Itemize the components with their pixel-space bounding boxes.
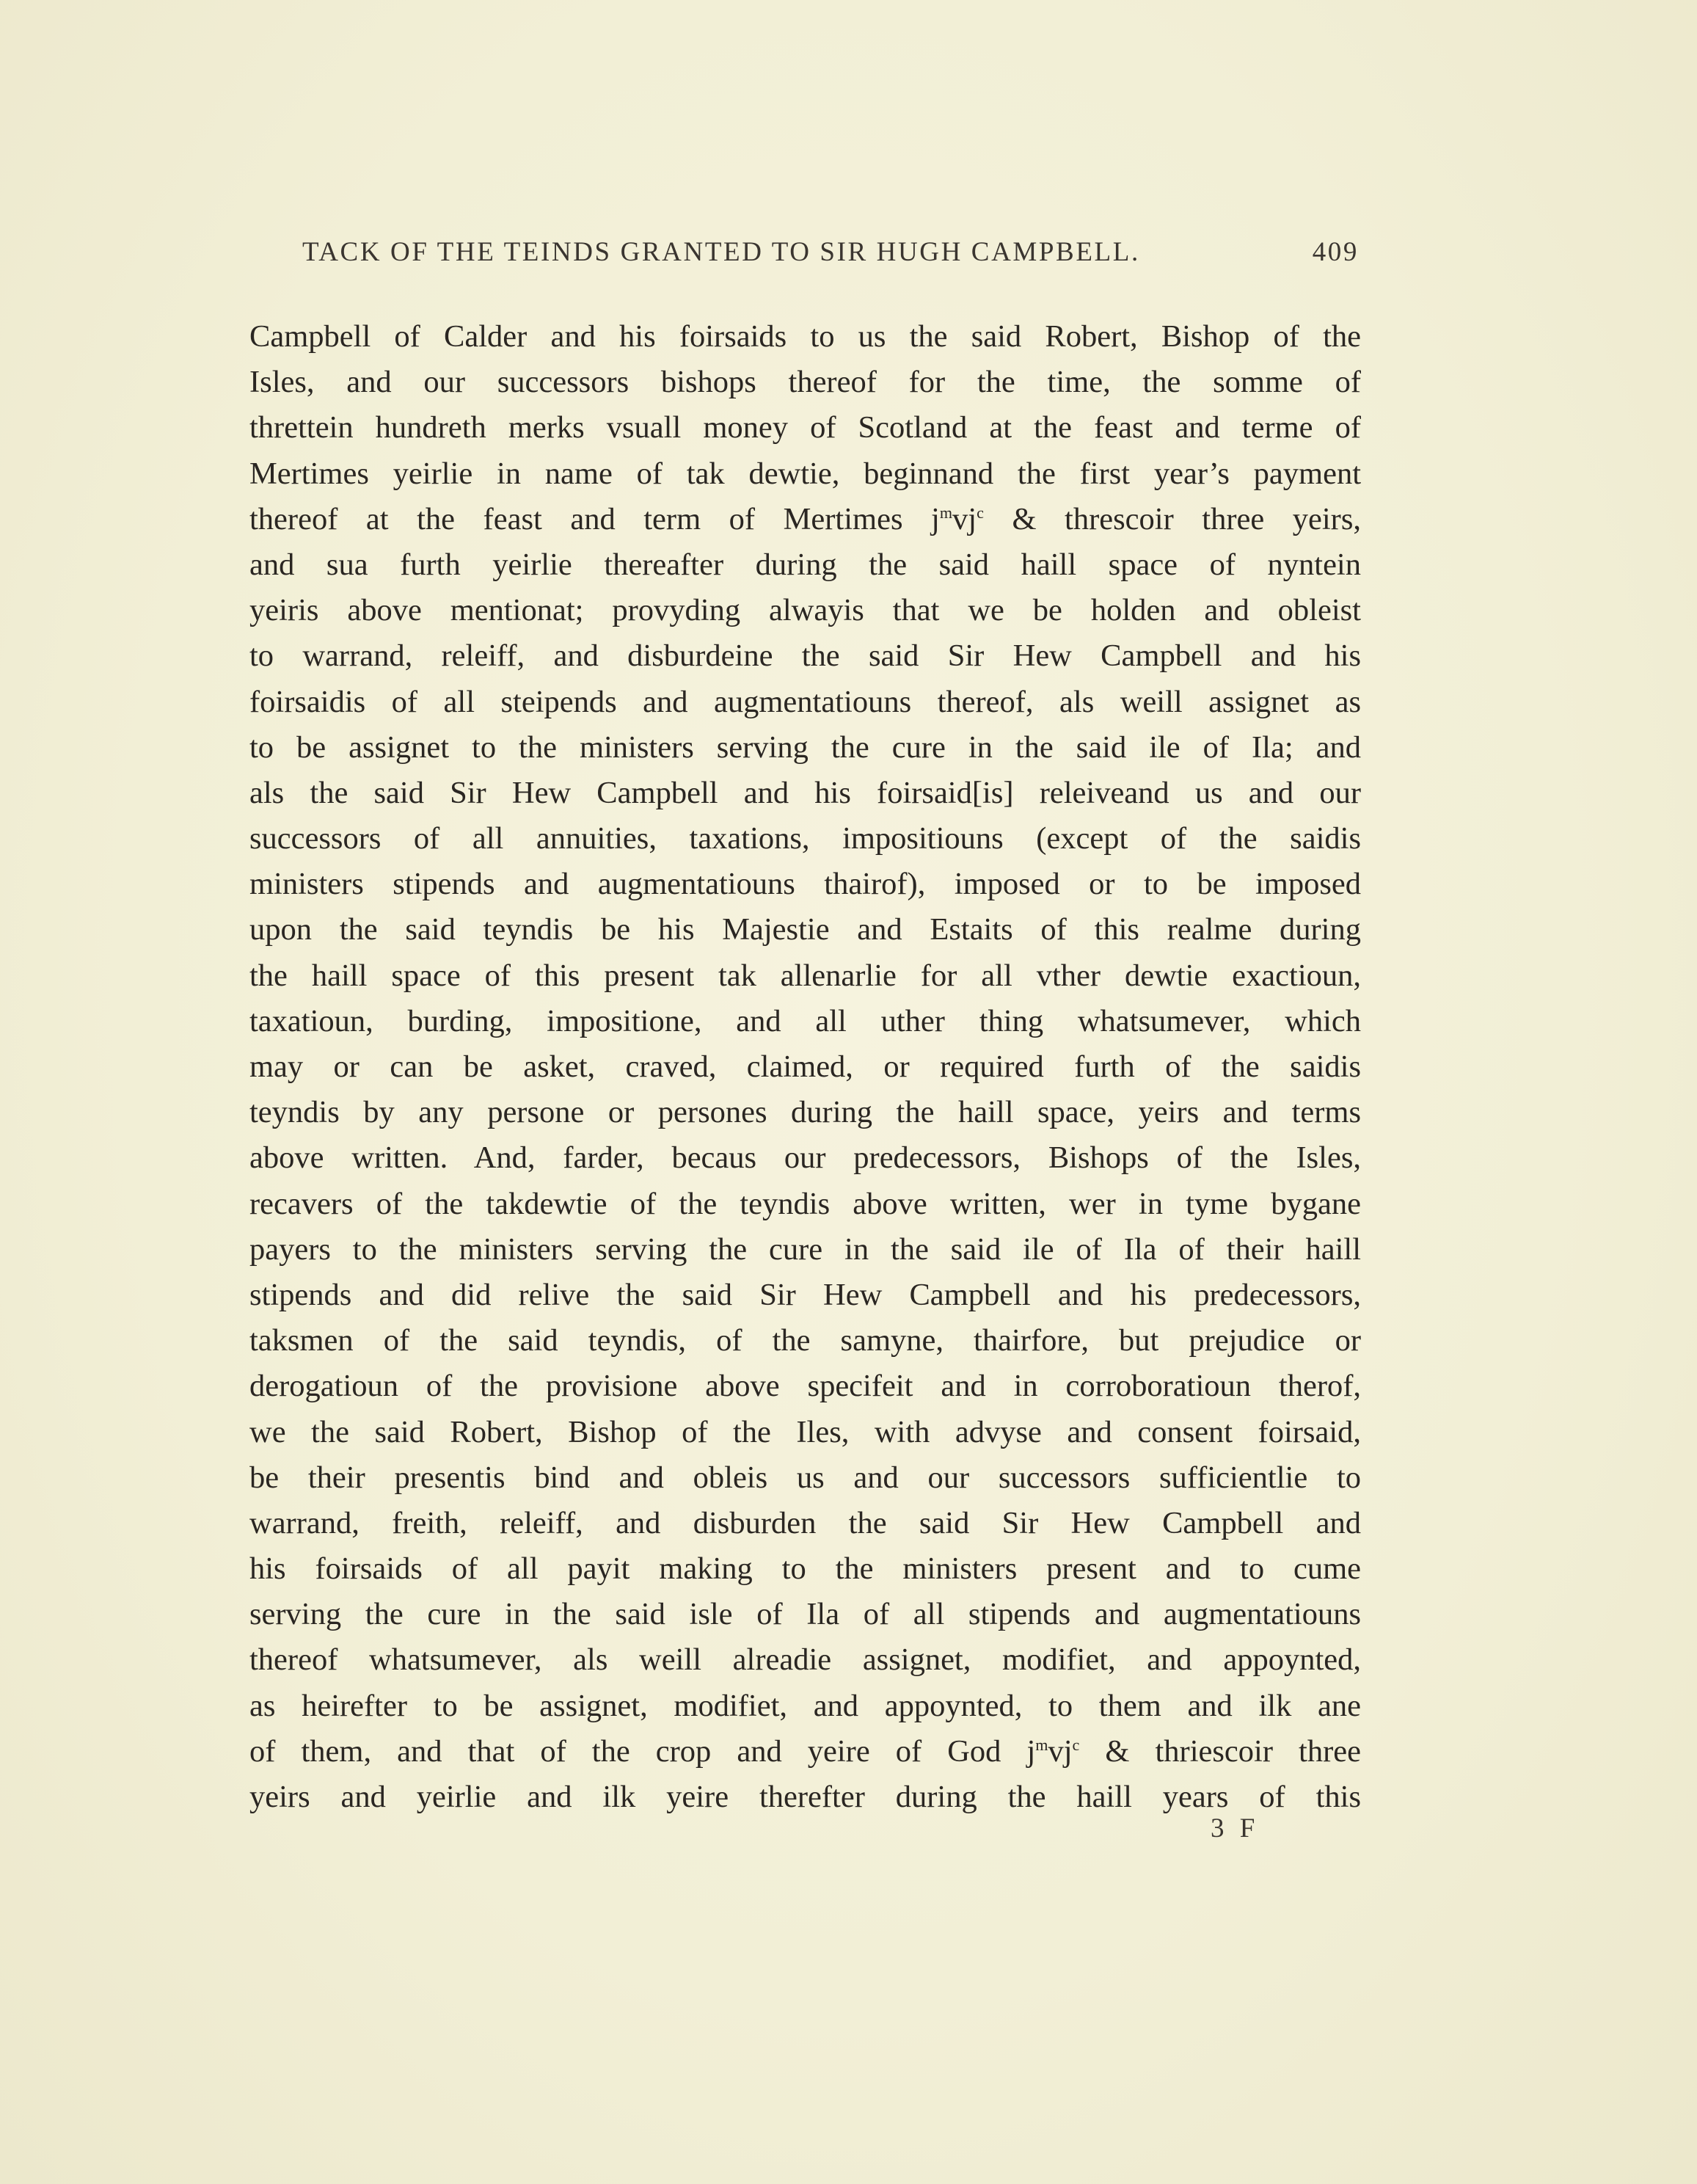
text-line: taksmen of the said teyndis, of the samyne, thairfore, but prejudice or [249, 1323, 1361, 1358]
text-line: upon the said teyndis be his Majestie and Estaits of this realme during [249, 912, 1361, 947]
text-line: stipends and did relive the said Sir Hew Campbell and his predecessors, [249, 1277, 1361, 1312]
text-line: yeirs and yeirlie and ilk yeire therefter during the haill years of this [249, 1780, 1361, 1814]
text-line: as heirefter to be assignet, modifiet, and appoynted, to them and ilk ane [249, 1688, 1361, 1723]
text-line: to warrand, releiff, and disburdeine the said Sir Hew Campbell and his [249, 638, 1361, 674]
text-line: Isles, and our successors bishops thereof for the time, the somme of [249, 365, 1361, 400]
text-line: to be assignet to the ministers serving the cure in the said ile of Ila; and [249, 729, 1361, 765]
text-line: Campbell of Calder and his foirsaids to us the said Robert, Bishop of the [249, 319, 1361, 354]
superscript: c [1072, 1735, 1080, 1754]
text-line: be their presentis bind and obleis us and our successors sufficientlie to [249, 1460, 1361, 1495]
text-line: warrand, freith, releiff, and disburden the said Sir Hew Campbell and [249, 1505, 1361, 1540]
text-line: taxatioun, burding, impositione, and all uther thing whatsumever, which [249, 1003, 1361, 1038]
text-line: above written. And, farder, becaus our predecessors, Bishops of the Isles, [249, 1140, 1361, 1176]
text-line: and sua furth yeirlie thereafter during the said haill space of nyntein [249, 547, 1361, 582]
text-line: the haill space of this present tak allenarlie for all vther dewtie exactioun, [249, 958, 1361, 993]
signature-mark: 3 F [1211, 1813, 1260, 1843]
text-line: threttein hundreth merks vsuall money of Scotland at the feast and terme of [249, 410, 1361, 445]
text-line: recavers of the takdewtie of the teyndis above written, wer in tyme bygane [249, 1186, 1361, 1221]
superscript: m [1035, 1735, 1048, 1754]
text-line: may or can be asket, craved, claimed, or required furth of the saidis [249, 1049, 1361, 1084]
text-line: ministers stipends and augmentatiouns thairof), imposed or to be imposed [249, 867, 1361, 902]
running-head-title: TACK OF THE TEINDS GRANTED TO SIR HUGH CAMPBELL. [302, 237, 1140, 267]
text-line: als the said Sir Hew Campbell and his foirsaid[is] releiveand us and our [249, 775, 1361, 810]
superscript: m [939, 503, 953, 522]
body-text [249, 314, 1361, 1820]
text-line: payers to the ministers serving the cure in the said ile of Ila of their haill [249, 1231, 1361, 1267]
text-line: serving the cure in the said isle of Ila of all stipends and augmentatiouns [249, 1597, 1361, 1632]
text-line: thereof at the feast and term of Mertimes $j^mvj^c$ & threscoir three yeirs, [249, 501, 1361, 536]
text-line: thereof whatsumever, als weill alreadie assignet, modifiet, and appoynted, [249, 1642, 1361, 1678]
superscript: c [977, 503, 984, 522]
text-line: derogatioun of the provisione above specifeit and in corroboratioun therof, [249, 1369, 1361, 1404]
text-line: teyndis by any persone or persones during the haill space, yeirs and terms [249, 1095, 1361, 1130]
text-line: his foirsaids of all payit making to the ministers present and to cume [249, 1551, 1361, 1587]
text-line: of them, and that of the crop and yeire of God $j^mvj^c$ & thriescoir three [249, 1733, 1361, 1769]
text-line: we the said Robert, Bishop of the Iles, with advyse and consent foirsaid, [249, 1414, 1361, 1449]
text-line: Mertimes yeirlie in name of tak dewtie, beginnand the first year’s payment [249, 456, 1361, 491]
text-line: foirsaidis of all steipends and augmentatiouns thereof, als weill assignet as [249, 684, 1361, 719]
text-line: successors of all annuities, taxations, impositiouns (except of the saidis [249, 821, 1361, 856]
running-head [302, 236, 1359, 280]
page-number: 409 [1312, 237, 1359, 267]
text-line: yeiris above mentionat; provyding alwayis that we be holden and obleist [249, 593, 1361, 628]
